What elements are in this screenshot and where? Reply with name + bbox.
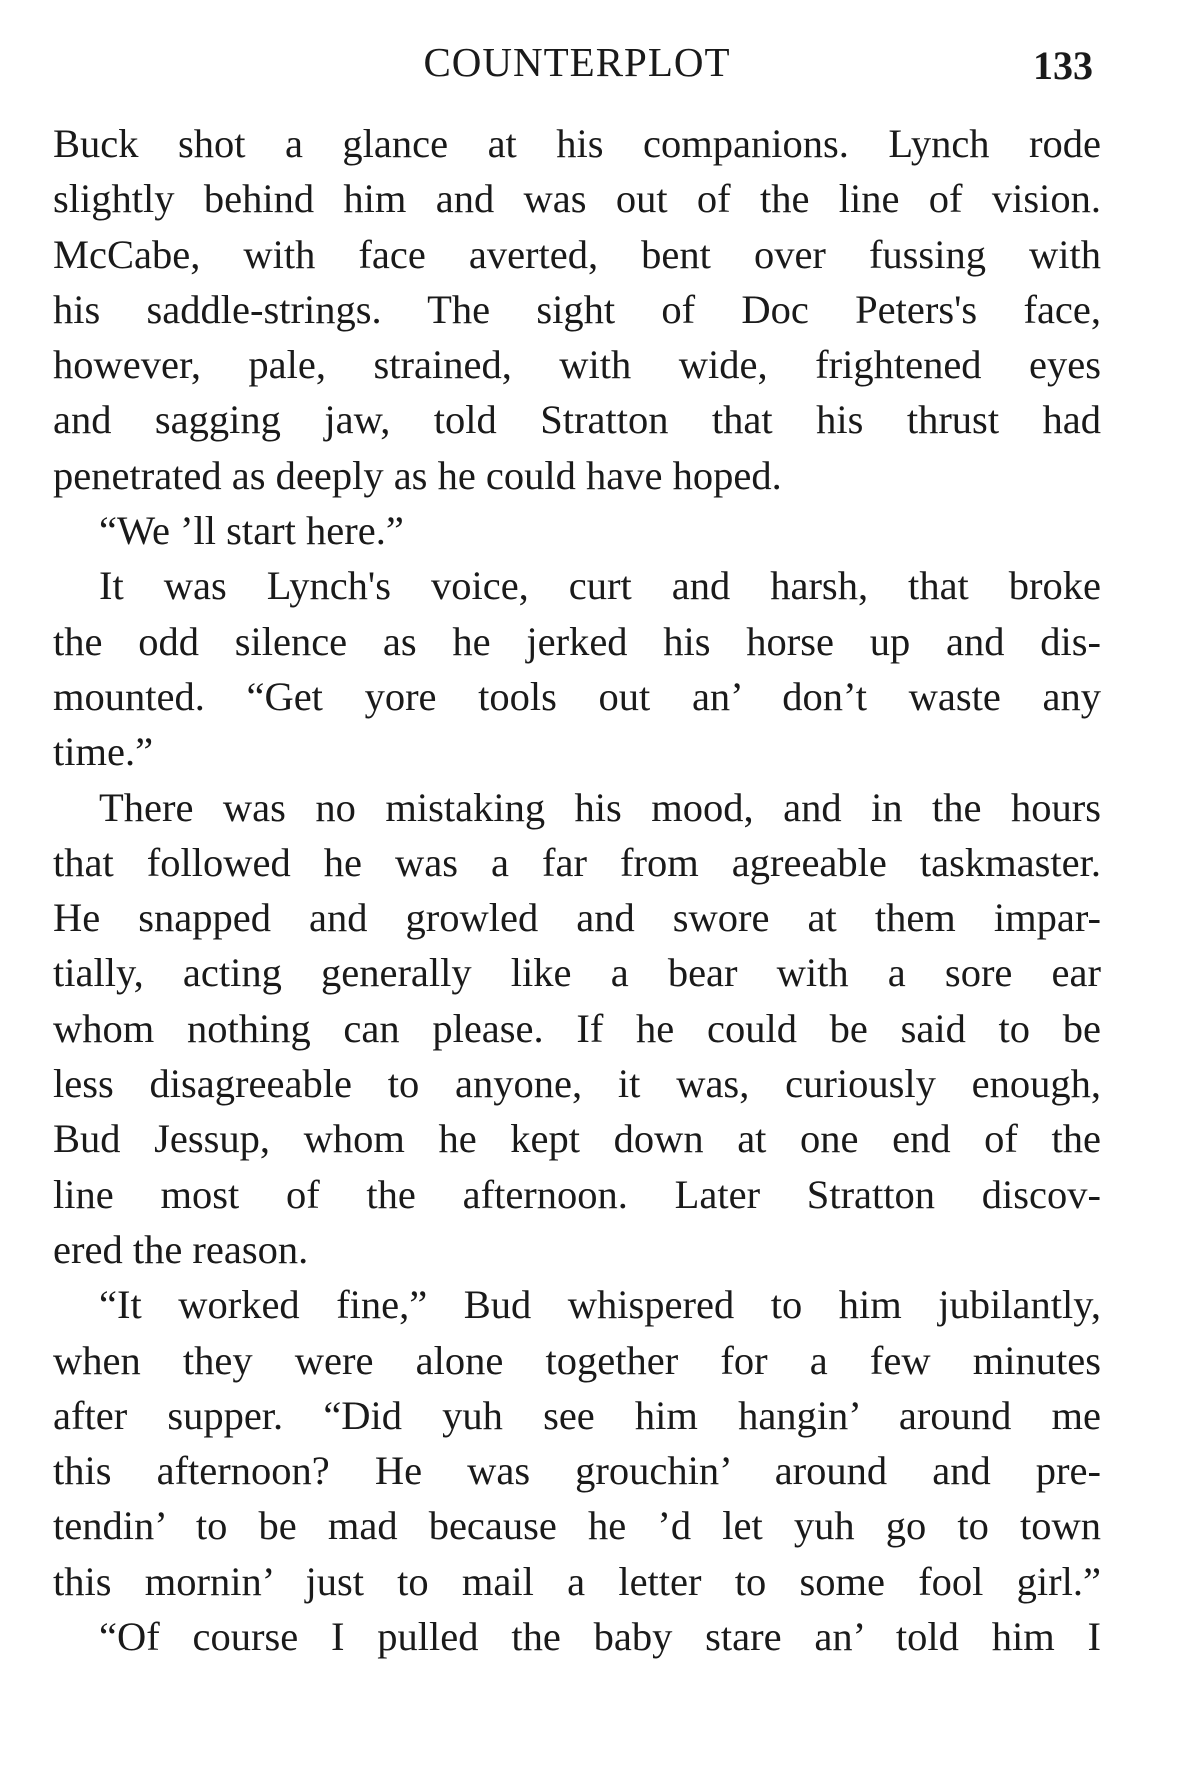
page-number: 133 — [1033, 43, 1093, 88]
text-line: McCabe, with face averted, bent over fussing with — [53, 231, 1101, 277]
text-line: the odd silence as he jerked his horse up and dis- — [53, 618, 1101, 664]
text-line: however, pale, strained, with wide, frightened eyes — [53, 342, 1101, 388]
text-line: “Of course I pulled the baby stare an’ told him I — [99, 1614, 1101, 1660]
book-page — [53, 38, 1101, 1664]
text-line: mounted. “Get yore tools out an’ don’t waste any — [53, 673, 1101, 719]
text-line: Bud Jessup, whom he kept down at one end of the — [53, 1116, 1101, 1162]
text-line: his saddle-strings. The sight of Doc Peters's face, — [53, 286, 1101, 332]
text-line: tendin’ to be mad because he ’d let yuh go to town — [53, 1503, 1101, 1549]
text-line: this mornin’ just to mail a letter to some fool girl.” — [53, 1558, 1101, 1604]
text-line: “We ’ll start here.” — [99, 508, 404, 554]
text-line: Buck shot a glance at his companions. Lynch rode — [53, 121, 1101, 166]
running-head — [53, 38, 1101, 108]
text-line: whom nothing can please. If he could be said to be — [53, 1005, 1101, 1051]
text-line: There was no mistaking his mood, and in the hours — [99, 784, 1101, 830]
text-line: time.” — [53, 729, 154, 775]
text-line: after supper. “Did yuh see him hangin’ around me — [53, 1392, 1101, 1438]
text-line: when they were alone together for a few minutes — [53, 1337, 1101, 1383]
text-line: “It worked fine,” Bud whispered to him jubilantly, — [99, 1282, 1101, 1328]
text-line: It was Lynch's voice, curt and harsh, that broke — [99, 563, 1101, 609]
text-line: tially, acting generally like a bear with a sore ear — [53, 950, 1101, 996]
text-line: He snapped and growled and swore at them impar- — [53, 895, 1101, 941]
text-line: ered the reason. — [53, 1226, 309, 1272]
text-line: that followed he was a far from agreeable taskmaster. — [53, 839, 1101, 885]
text-line: less disagreeable to anyone, it was, curiously enough, — [53, 1061, 1101, 1107]
text-line: and sagging jaw, told Stratton that his thrust had — [53, 397, 1101, 443]
chapter-title: COUNTERPLOT — [423, 39, 731, 85]
text-line: this afternoon? He was grouchin’ around and pre- — [53, 1448, 1101, 1494]
text-line: line most of the afternoon. Later Stratton discov- — [53, 1171, 1101, 1217]
text-line: slightly behind him and was out of the line of vision. — [53, 176, 1101, 222]
body-text — [53, 116, 1101, 1664]
text-line: penetrated as deeply as he could have hoped. — [53, 452, 782, 498]
